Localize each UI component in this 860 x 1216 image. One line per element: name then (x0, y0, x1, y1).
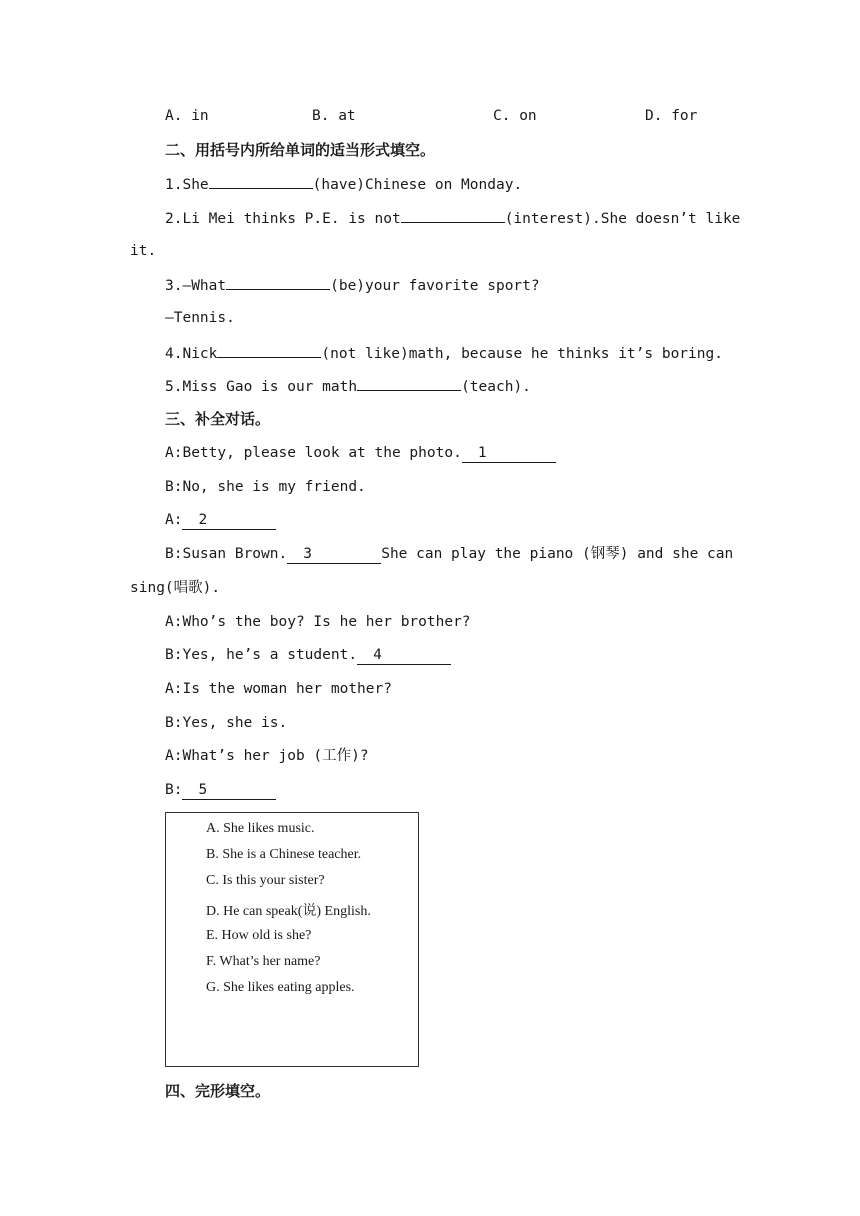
dialogue-4-text: B:Susan Brown. (165, 546, 288, 562)
q4-prefix: 4.Nick (165, 346, 218, 362)
question-3 (165, 274, 540, 296)
q1-suffix: (have)Chinese on Monday. (312, 177, 523, 193)
option-c: C. on (493, 108, 537, 124)
question-4 (165, 342, 723, 364)
q4-suffix: (not like)math, because he thinks it’s boring. (321, 346, 723, 362)
q3-prefix: 3.—What (165, 278, 227, 294)
dialogue-blank-2[interactable]: 2 (182, 512, 276, 530)
choice-a: A. She likes music. (206, 821, 315, 836)
question-2-continued: it. (130, 243, 157, 259)
q5-blank[interactable] (357, 375, 461, 391)
q2-blank[interactable] (401, 207, 505, 223)
section4-heading: 四、完形填空。 (165, 1082, 271, 1100)
option-a: A. in (165, 108, 209, 124)
choice-c: C. Is this your sister? (206, 873, 325, 888)
dialogue-line-8: B:Yes, she is. (165, 715, 288, 731)
section3-heading: 三、补全对话。 (165, 410, 271, 428)
dialogue-line-10 (165, 780, 276, 800)
question-5 (165, 375, 531, 397)
q3-blank[interactable] (226, 274, 330, 290)
dialogue-line-7: A:Is the woman her mother? (165, 681, 392, 697)
choice-e: E. How old is she? (206, 928, 312, 943)
q5-suffix: (teach). (461, 379, 531, 395)
q4-blank[interactable] (217, 342, 321, 358)
q5-prefix: 5.Miss Gao is our math (165, 379, 358, 395)
dialogue-6-text: B:Yes, he’s a student. (165, 647, 358, 663)
dialogue-10-text: B: (165, 782, 183, 798)
dialogue-line-4 (165, 544, 733, 564)
dialogue-blank-4[interactable]: 4 (357, 647, 451, 665)
choice-d: D. He can speak(说) English. (206, 904, 371, 919)
q1-blank[interactable] (209, 173, 313, 189)
dialogue-line-3 (165, 510, 276, 530)
section2-heading: 二、用括号内所给单词的适当形式填空。 (165, 141, 436, 159)
option-b: B. at (312, 108, 356, 124)
choice-g: G. She likes eating apples. (206, 980, 355, 995)
q3-suffix: (be)your favorite sport? (330, 278, 540, 294)
dialogue-line-6 (165, 645, 451, 665)
q1-prefix: 1.She (165, 177, 209, 193)
choices-box (165, 812, 419, 1067)
dialogue-line-2: B:No, she is my friend. (165, 479, 366, 495)
dialogue-blank-5[interactable]: 5 (182, 782, 276, 800)
option-d: D. for (645, 108, 698, 124)
dialogue-line-4-continued: sing(唱歌). (130, 580, 221, 596)
choice-b: B. She is a Chinese teacher. (206, 847, 362, 862)
dialogue-1-text: A:Betty, please look at the photo. (165, 445, 462, 461)
dialogue-4-suffix: She can play the piano (钢琴) and she can (381, 546, 734, 562)
question-1 (165, 173, 522, 195)
dialogue-blank-3[interactable]: 3 (287, 546, 381, 564)
q2-prefix: 2.Li Mei thinks P.E. is not (165, 211, 401, 227)
dialogue-line-1 (165, 443, 556, 463)
q2-suffix: (interest).She doesn’t like (504, 211, 741, 227)
choice-f: F. What’s her name? (206, 954, 321, 969)
dialogue-line-9: A:What’s her job (工作)? (165, 748, 369, 764)
dialogue-blank-1[interactable]: 1 (462, 445, 556, 463)
dialogue-3-text: A: (165, 512, 183, 528)
question-2 (165, 207, 740, 229)
dialogue-line-5: A:Who’s the boy? Is he her brother? (165, 614, 471, 630)
question-3-answer: —Tennis. (165, 310, 235, 326)
